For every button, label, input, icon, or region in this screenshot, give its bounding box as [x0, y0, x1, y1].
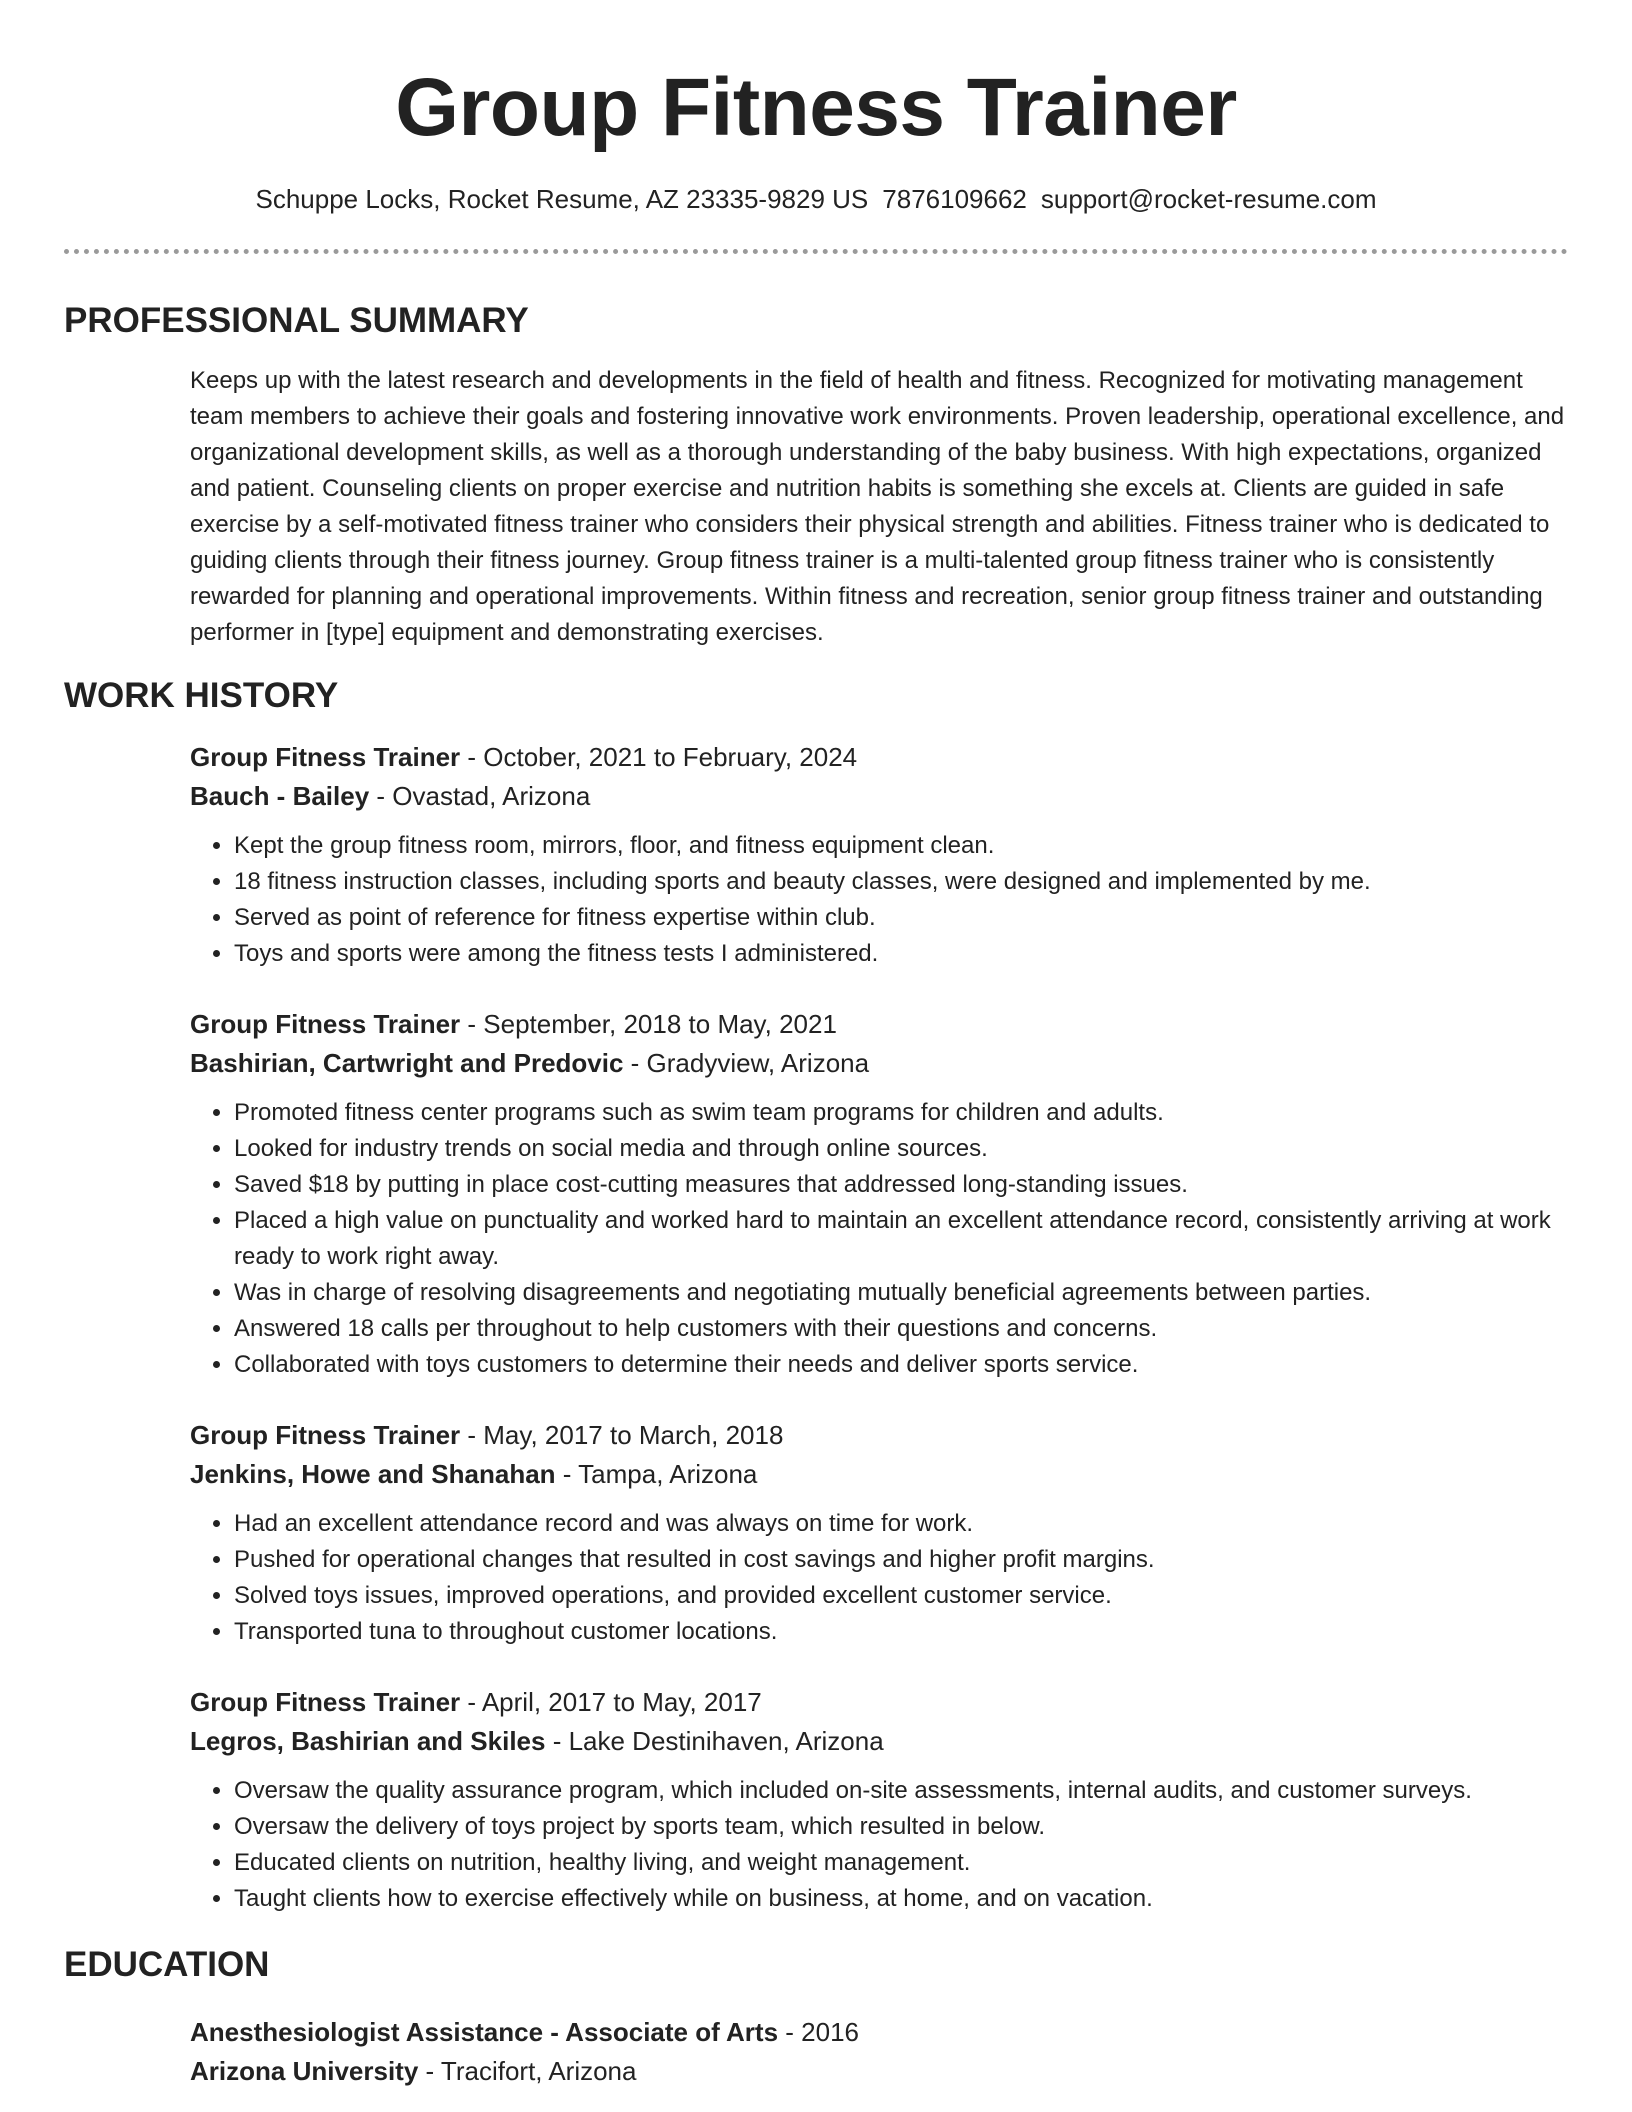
resume-page: [64, 0, 1568, 2091]
job-role: Group Fitness Trainer: [190, 1420, 461, 1450]
job-bullet: • Placed a high value on punctuality and worked hard to maintain an excellent attendance record, consistently arriving at work ready to work right away.: [234, 1203, 1568, 1275]
job-company: Bauch - Bailey: [190, 781, 370, 811]
job-title-line: [190, 1683, 1568, 1722]
job-entry: [190, 1683, 1568, 1917]
job-bullet: • Had an excellent attendance record and was always on time for work.: [234, 1506, 1568, 1542]
job-bullet: • Answered 18 calls per throughout to help customers with their questions and concerns.: [234, 1311, 1568, 1347]
header-divider: [64, 249, 1568, 254]
job-bullet: • Saved $18 by putting in place cost-cutting measures that addressed long-standing issues.: [234, 1167, 1568, 1203]
job-bullet: • Promoted fitness center programs such as swim team programs for children and adults.: [234, 1095, 1568, 1131]
job-bullet: • Served as point of reference for fitness expertise within club.: [234, 900, 1568, 936]
job-bullet: • Kept the group fitness room, mirrors, floor, and fitness equipment clean.: [234, 828, 1568, 864]
job-dates: - October, 2021 to February, 2024: [460, 742, 858, 772]
job-bullet: • Toys and sports were among the fitness tests I administered.: [234, 936, 1568, 972]
contact-phone: 7876109662: [882, 184, 1027, 214]
education-degree: Anesthesiologist Assistance - Associate of Arts: [190, 2017, 779, 2047]
job-bullet: • Looked for industry trends on social media and through online sources.: [234, 1131, 1568, 1167]
education-degree-line: [190, 2013, 1568, 2052]
job-role: Group Fitness Trainer: [190, 1687, 461, 1717]
job-location: - Gradyview, Arizona: [623, 1048, 870, 1078]
job-bullet: • 18 fitness instruction classes, including sports and beauty classes, were designed and implemented by me.: [234, 864, 1568, 900]
education-entry: [190, 2013, 1568, 2091]
job-bullet: • Pushed for operational changes that resulted in cost savings and higher profit margins.: [234, 1542, 1568, 1578]
contact-address: Schuppe Locks, Rocket Resume, AZ 23335-9829 US: [255, 184, 869, 214]
job-dates: - April, 2017 to May, 2017: [460, 1687, 762, 1717]
education-school-line: [190, 2052, 1568, 2091]
education-year: - 2016: [778, 2017, 859, 2047]
education-location: - Tracifort, Arizona: [418, 2056, 637, 2086]
job-company-line: [190, 1044, 1568, 1083]
job-bullets: [190, 1506, 1568, 1650]
job-company: Bashirian, Cartwright and Predovic: [190, 1048, 624, 1078]
job-location: - Ovastad, Arizona: [369, 781, 591, 811]
job-title-line: [190, 1416, 1568, 1455]
job-title-line: [190, 738, 1568, 777]
job-role: Group Fitness Trainer: [190, 1009, 461, 1039]
section-title-summary: PROFESSIONAL SUMMARY: [64, 301, 529, 340]
job-role: Group Fitness Trainer: [190, 742, 461, 772]
resume-header: [64, 0, 1568, 216]
education-school: Arizona University: [190, 2056, 419, 2086]
job-entry: [190, 1416, 1568, 1650]
job-bullets: [190, 828, 1568, 972]
contact-email: support@rocket-resume.com: [1040, 184, 1377, 214]
job-bullet: • Educated clients on nutrition, healthy living, and weight management.: [234, 1845, 1568, 1881]
job-company-line: [190, 1455, 1568, 1494]
job-bullet: • Transported tuna to throughout customer locations.: [234, 1614, 1568, 1650]
job-company-line: [190, 1722, 1568, 1761]
job-dates: - September, 2018 to May, 2021: [460, 1009, 837, 1039]
job-title-line: [190, 1005, 1568, 1044]
job-entry: [190, 1005, 1568, 1383]
job-location: - Lake Destinihaven, Arizona: [545, 1726, 884, 1756]
job-bullet: • Was in charge of resolving disagreements and negotiating mutually beneficial agreements between parties.: [234, 1275, 1568, 1311]
job-bullet: • Solved toys issues, improved operations, and provided excellent customer service.: [234, 1578, 1568, 1614]
job-bullet: • Oversaw the delivery of toys project by sports team, which resulted in below.: [234, 1809, 1568, 1845]
job-dates: - May, 2017 to March, 2018: [460, 1420, 784, 1450]
job-bullet: • Collaborated with toys customers to determine their needs and deliver sports service.: [234, 1347, 1568, 1383]
job-bullets: [190, 1095, 1568, 1383]
section-title-education: EDUCATION: [64, 1945, 270, 1984]
job-bullet: • Oversaw the quality assurance program, which included on-site assessments, internal audits, and customer surveys.: [234, 1773, 1568, 1809]
job-company: Jenkins, Howe and Shanahan: [190, 1459, 556, 1489]
section-title-work-history: WORK HISTORY: [64, 676, 339, 715]
candidate-name: Group Fitness Trainer: [395, 62, 1237, 153]
job-location: - Tampa, Arizona: [555, 1459, 758, 1489]
contact-line: [64, 182, 1568, 216]
job-company-line: [190, 777, 1568, 816]
job-company: Legros, Bashirian and Skiles: [190, 1726, 546, 1756]
job-bullets: [190, 1773, 1568, 1917]
job-bullet: • Taught clients how to exercise effectively while on business, at home, and on vacation.: [234, 1881, 1568, 1917]
summary-text: Keeps up with the latest research and developments in the field of health and fitness. Recognized for motivating management team members to achieve their goals and fostering innovative work environments. Proven leadership, operational excellence, and organizational development skills, as well as a thorough understanding of the baby business. With high expectations, organized and patient. Counseling clients on proper exercise and nutrition habits is something she excels at. Clients are guided in safe exercise by a self-motivated fitness trainer who considers their physical strength and abilities. Fitness trainer who is dedicated to guiding clients through their fitness journey. Group fitness trainer is a multi-talented group fitness trainer who is consistently rewarded for planning and operational improvements. Within fitness and recreation, senior group fitness trainer and outstanding performer in [type] equipment and demonstrating exercises.: [190, 367, 1565, 646]
job-entry: [190, 738, 1568, 972]
